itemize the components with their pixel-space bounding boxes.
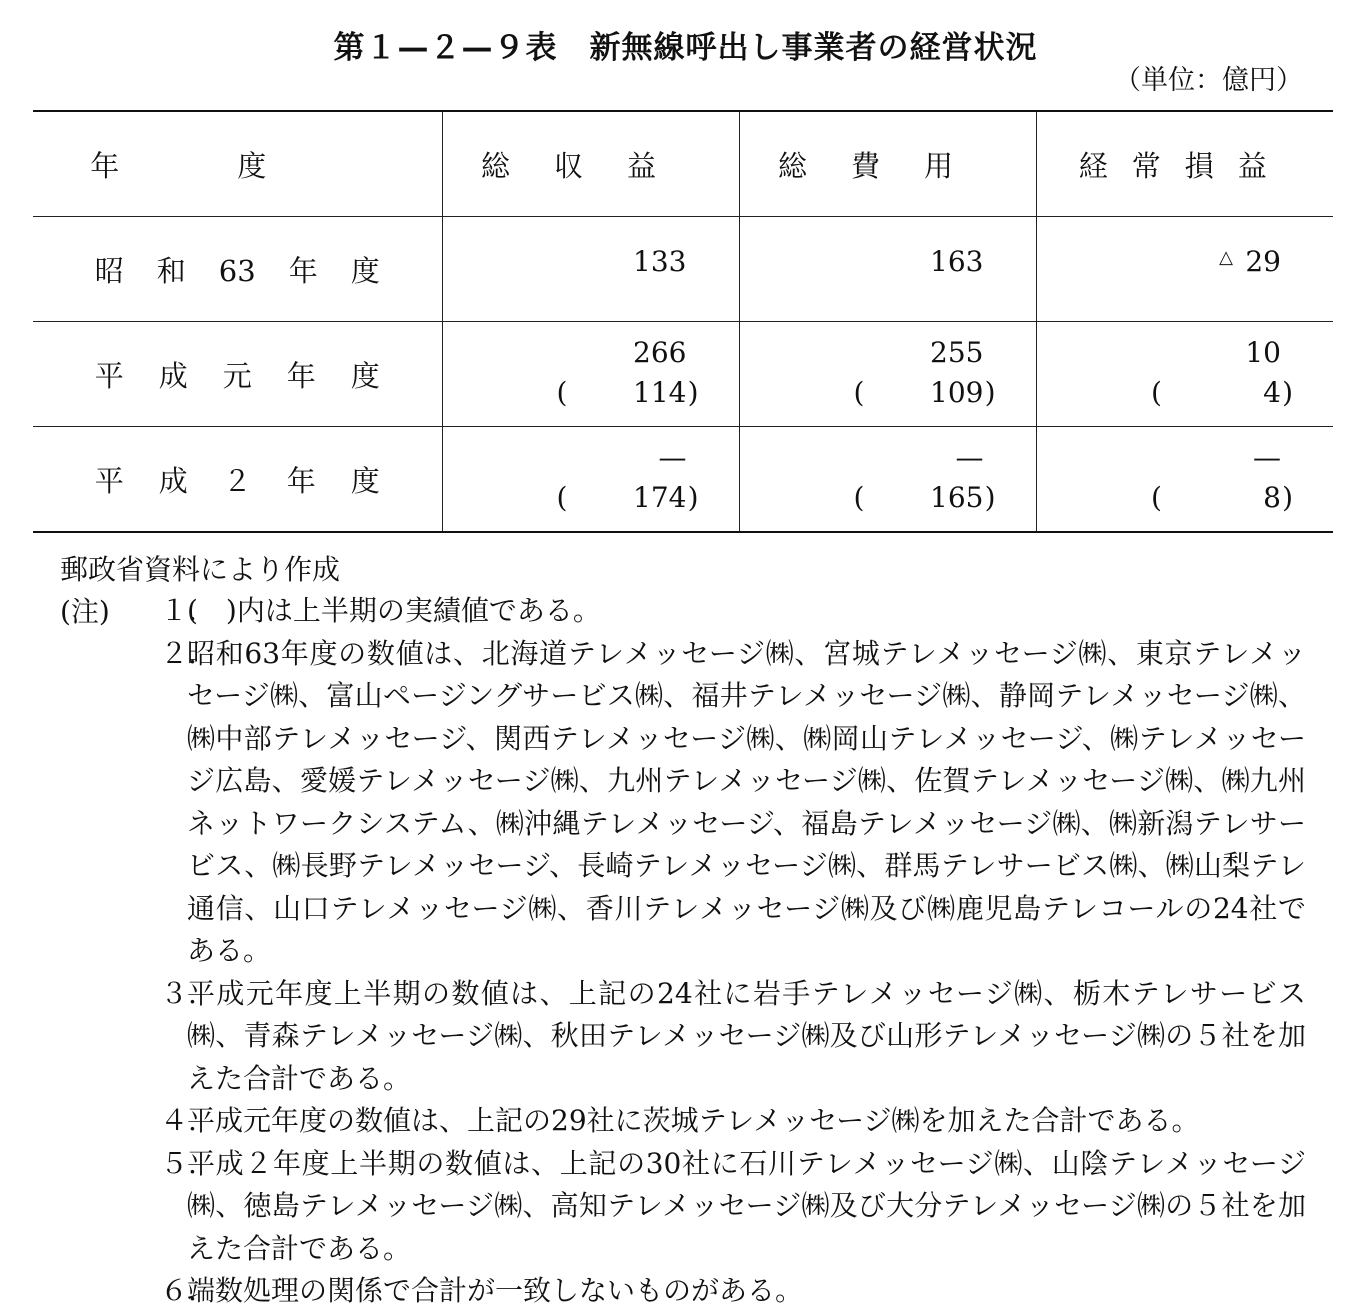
note-number: ４.	[160, 1104, 197, 1137]
note-number: １.	[160, 594, 197, 627]
note-number: ３.	[160, 976, 197, 1010]
note-number: ６.	[160, 1274, 197, 1307]
note-text: 端数処理の関係で合計が一致しないものがある。	[187, 1274, 804, 1307]
cost-value: 255	[930, 336, 984, 369]
profit-value: 29	[1245, 245, 1281, 278]
cost-value: —	[955, 441, 984, 474]
row-year: 昭和63年度	[94, 253, 380, 288]
profit-h1-value: 4	[1263, 376, 1281, 409]
cost-h1-value: 109	[930, 376, 984, 409]
note-number: ５.	[160, 1146, 197, 1180]
note-text: 平成元年度上半期の数値は、上記の24社に岩手テレメッセージ㈱、栃木テレサービス㈱、青森テレメッセージ㈱、秋田テレメッセージ㈱及び山形テレメッセージ㈱の５社を加えた合計である。	[187, 976, 1306, 1095]
list-item	[160, 590, 1306, 633]
list-item	[160, 1100, 1306, 1143]
management-table	[33, 110, 1333, 533]
list-item	[160, 1143, 1306, 1271]
row-year: 平成元年度	[94, 358, 380, 393]
note-text: 平成２年度上半期の数値は、上記の30社に石川テレメッセージ㈱、山陰テレメッセージ㈱、徳島テレメッセージ㈱、高知テレメッセージ㈱及び大分テレメッセージ㈱の５社を加えた合計である。	[187, 1146, 1306, 1265]
profit-value: —	[1253, 441, 1281, 474]
profit-value: 10	[1245, 336, 1281, 369]
source-note: 郵政省資料により作成	[60, 553, 341, 586]
header-profit: 経常損益	[1036, 111, 1333, 217]
revenue-value: 266	[633, 336, 687, 369]
list-item	[160, 1270, 1306, 1313]
list-item	[160, 633, 1306, 973]
revenue-h1-value: 174	[633, 481, 687, 514]
table-row: 平成２年度 — ( 174 ) — ( 165 ) — ( 8 )	[33, 427, 1333, 533]
notes-label: (注)	[60, 595, 110, 628]
profit-h1-value: 8	[1263, 481, 1281, 514]
table-row: 平成元年度 266 ( 114 ) 255 ( 109 ) 10 ( 4 )	[33, 322, 1333, 427]
note-text: ( )内は上半期の実績値である。	[187, 594, 601, 627]
table-row	[33, 217, 1333, 322]
note-number: ２.	[160, 636, 197, 670]
header-row	[33, 111, 1333, 217]
negative-mark-icon: △	[1219, 247, 1233, 268]
row-year: 平成２年度	[94, 463, 380, 498]
notes-list	[160, 590, 1306, 1313]
header-cost: 総費用	[739, 111, 1036, 217]
revenue-h1-value: 114	[633, 376, 687, 409]
cost-h1-value: 165	[930, 481, 984, 514]
list-item	[160, 973, 1306, 1101]
cost-value: 163	[930, 245, 984, 278]
header-year: 年度	[33, 111, 442, 217]
note-text: 平成元年度の数値は、上記の29社に茨城テレメッセージ㈱を加えた合計である。	[187, 1104, 1200, 1137]
unit-label: （単位：億円）	[1114, 65, 1303, 96]
header-revenue: 総収益	[442, 111, 739, 217]
revenue-value: 133	[633, 245, 687, 278]
revenue-value: —	[658, 441, 687, 474]
note-text: 昭和63年度の数値は、北海道テレメッセージ㈱、宮城テレメッセージ㈱、東京テレメッセージ㈱、富山ページングサービス㈱、福井テレメッセージ㈱、静岡テレメッセージ㈱、㈱中部テレメッセージ、関西テレメッセージ㈱、㈱岡山テレメッセージ、㈱テレメッセージ広島、愛媛テレメッセージ㈱、九州テレメッセージ㈱、佐賀テレメッセージ㈱、㈱九州ネットワークシステム、㈱沖縄テレメッセージ、福島テレメッセージ㈱、㈱新潟テレサービス、㈱長野テレメッセージ、長崎テレメッセージ㈱、群馬テレサービス㈱、㈱山梨テレ通信、山口テレメッセージ㈱、香川テレメッセージ㈱及び㈱鹿児島テレコールの24社である。	[187, 636, 1306, 967]
table-title: 第１—２—９表 新無線呼出し事業者の経営状況	[333, 30, 1038, 66]
